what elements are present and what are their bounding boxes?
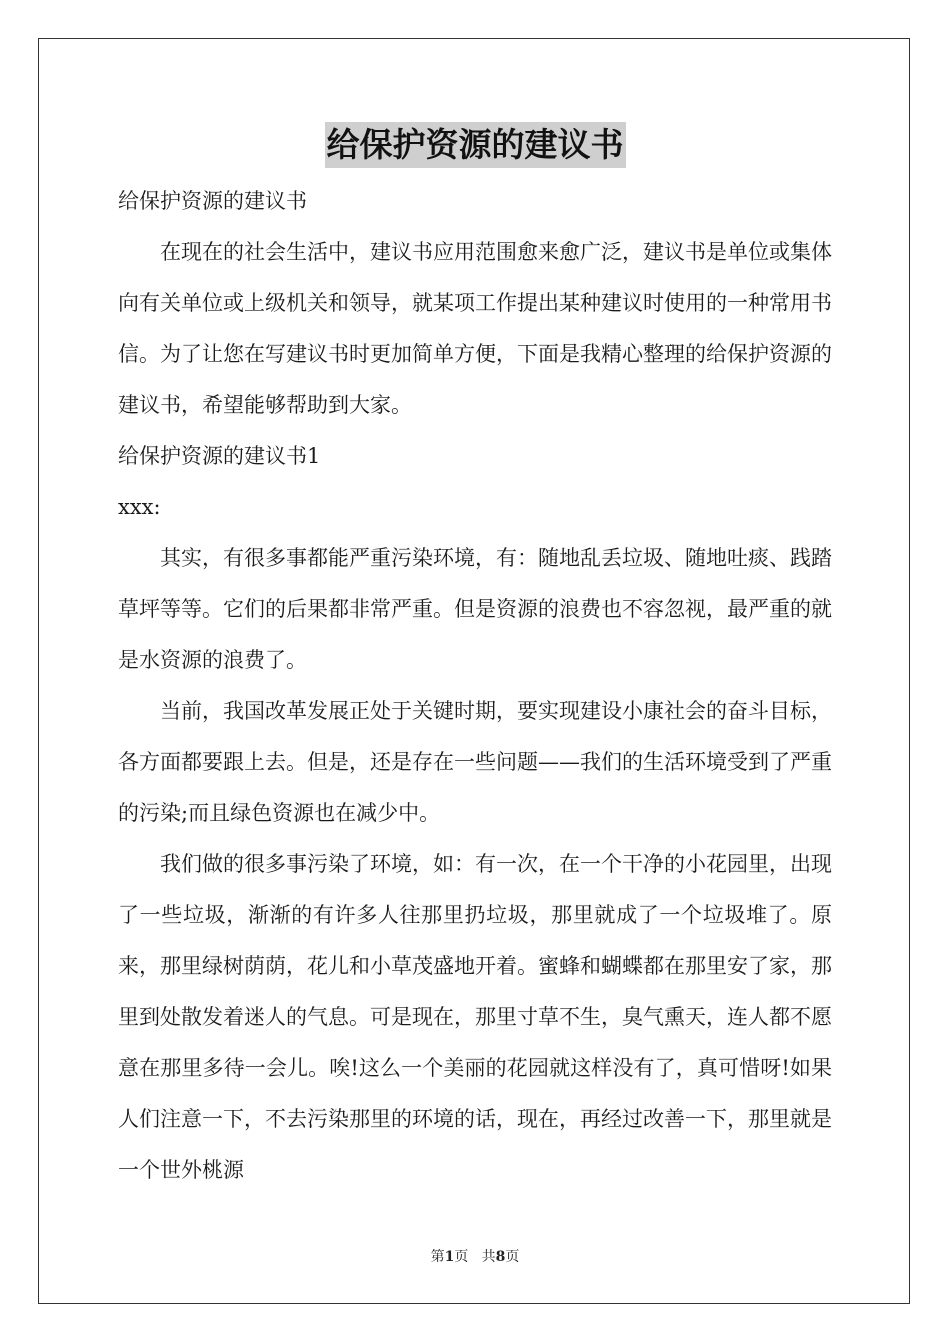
section-heading: 给保护资源的建议书1 — [118, 444, 321, 468]
page-footer — [0, 1246, 950, 1266]
salutation: xxx: — [118, 495, 161, 519]
footer-total-suffix: 页 — [505, 1249, 520, 1265]
body-paragraph: 我们做的很多事污染了环境，如：有一次，在一个干净的小花园里，出现了一些垃圾，渐渐的有许多人往那里扔垃圾，那里就成了一个垃圾堆了。原来，那里绿树荫荫，花儿和小草茂盛地开着。蜜蜂和蝴蝶都在那里安了家，那里到处散发着迷人的气息。可是现在，那里寸草不生，臭气熏天，连人都不愿意在那里多待一会儿。唉!这么一个美丽的花园就这样没有了，真可惜呀!如果人们注意一下，不去污染那里的环境的话，现在，再经过改善一下，那里就是一个世外桃源 — [118, 852, 832, 1182]
document-title: 给保护资源的建议书 — [325, 122, 626, 168]
footer-total-pages: 8 — [495, 1249, 506, 1265]
title-container — [0, 122, 950, 168]
document-subtitle: 给保护资源的建议书 — [118, 189, 307, 213]
footer-total-prefix: 共 — [481, 1249, 496, 1265]
body-paragraph: 其实，有很多事都能严重污染环境，有：随地乱丢垃圾、随地吐痰、践踏草坪等等。它们的后果都非常严重。但是资源的浪费也不容忽视，最严重的就是水资源的浪费了。 — [118, 546, 832, 672]
document-body — [118, 176, 832, 1196]
body-paragraph: 当前，我国改革发展正处于关键时期，要实现建设小康社会的奋斗目标，各方面都要跟上去。但是，还是存在一些问题——我们的生活环境受到了严重的污染;而且绿色资源也在减少中。 — [118, 699, 832, 825]
footer-page-number: 1 — [444, 1249, 455, 1265]
footer-prefix: 第 — [430, 1249, 445, 1265]
intro-paragraph: 在现在的社会生活中，建议书应用范围愈来愈广泛，建议书是单位或集体向有关单位或上级机关和领导，就某项工作提出某种建议时使用的一种常用书信。为了让您在写建议书时更加简单方便，下面是我精心整理的给保护资源的建议书，希望能够帮助到大家。 — [118, 240, 832, 417]
footer-page-suffix: 页 — [454, 1249, 469, 1265]
